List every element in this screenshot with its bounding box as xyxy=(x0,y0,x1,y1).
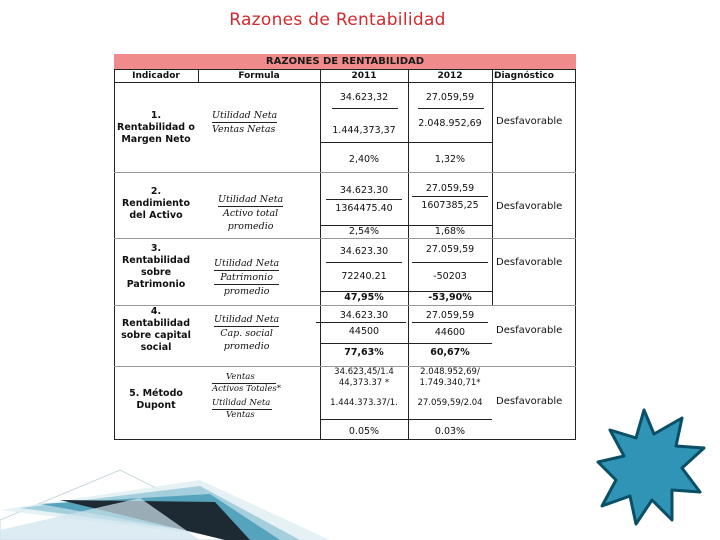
indicator-label: 2. Rendimiento del Activo xyxy=(121,186,190,221)
value-2011-numerator: 34.623.30 xyxy=(339,185,389,196)
diagnosis-text: Desfavorable xyxy=(496,257,563,268)
grid-line xyxy=(198,69,199,83)
fraction-bar xyxy=(412,322,488,323)
result-line xyxy=(320,142,492,143)
column-header-2012: 2012 xyxy=(437,71,463,81)
diagnosis-text: Desfavorable xyxy=(496,325,563,336)
column-header-indicador: Indicador xyxy=(132,71,180,81)
value-2011-result: 2,54% xyxy=(348,226,380,237)
column-header-2011: 2011 xyxy=(351,71,377,81)
formula-expression: Utilidad Neta Cap. social promedio xyxy=(214,314,280,352)
slide-title: Razones de Rentabilidad xyxy=(229,10,446,30)
value-2012-dupont: 2.048.952,69/ 1.749.340,71* 27.059,59/2.04 xyxy=(417,367,483,408)
decorative-streaks xyxy=(0,450,380,540)
fraction-bar xyxy=(326,199,402,200)
diagnosis-text: Desfavorable xyxy=(496,396,563,407)
value-2012-denominator: 1607385,25 xyxy=(421,200,479,211)
value-2011-result: 0.05% xyxy=(348,426,380,437)
value-2011-numerator: 34.623.30 xyxy=(339,246,389,257)
indicator-label: 1. Rentabilidad o Margen Neto xyxy=(117,110,195,145)
table-header: RAZONES DE RENTABILIDAD xyxy=(114,54,576,69)
formula-expression: Utilidad Neta Ventas Netas xyxy=(212,110,278,135)
fraction-bar xyxy=(326,262,402,263)
indicator-label: 3. Rentabilidad sobre Patrimonio xyxy=(121,243,191,290)
value-2012-numerator: 27.059,59 xyxy=(425,92,475,103)
fraction-bar xyxy=(412,196,488,197)
starburst-icon xyxy=(596,404,708,528)
column-header-formula: Formula xyxy=(238,71,280,81)
result-line xyxy=(320,419,492,420)
formula-expression: Utilidad Neta Activo total promedio xyxy=(218,194,284,232)
value-2012-denominator: -50203 xyxy=(433,271,467,282)
result-line xyxy=(320,343,492,344)
value-2012-result: 0.03% xyxy=(434,426,466,437)
value-2011-denominator: 44500 xyxy=(348,326,380,337)
value-2012-result: 1,68% xyxy=(434,226,466,237)
value-2011-result: 47,95% xyxy=(344,292,384,303)
value-2012-result: 60,67% xyxy=(430,347,470,358)
value-2011-numerator: 34.623.30 xyxy=(339,310,389,321)
indicator-label: 5. Método Dupont xyxy=(129,388,183,411)
grid-line xyxy=(575,69,576,440)
grid-line xyxy=(492,69,493,305)
formula-expression: Ventas Activos Totales* Utilidad Neta Ventas xyxy=(212,372,281,420)
diagnosis-text: Desfavorable xyxy=(496,116,563,127)
value-2012-numerator: 27.059,59 xyxy=(425,310,475,321)
fraction-bar xyxy=(418,108,484,109)
fraction-bar xyxy=(316,322,406,323)
grid-line xyxy=(114,69,576,70)
value-2012-result: -53,90% xyxy=(428,292,472,303)
indicator-label: 4. Rentabilidad sobre capital social xyxy=(121,306,191,353)
fraction-bar xyxy=(332,108,398,109)
column-header-diagnostico: Diagnóstico xyxy=(494,71,554,81)
value-2011-dupont: 34.623,45/1.4 44,373.37 * 1.444.373.37/1. xyxy=(330,367,398,408)
grid-line xyxy=(114,82,576,83)
value-2011-denominator: 1.444,373,37 xyxy=(332,125,396,136)
formula-expression: Utilidad Neta Patrimonio promedio xyxy=(214,258,280,297)
value-2012-numerator: 27.059,59 xyxy=(425,244,475,255)
row-separator xyxy=(114,172,576,173)
value-2011-denominator: 72240.21 xyxy=(341,271,387,282)
diagnosis-text: Desfavorable xyxy=(496,201,563,212)
value-2011-result: 77,63% xyxy=(344,347,384,358)
profitability-ratios-table xyxy=(114,54,576,440)
row-separator xyxy=(114,238,576,239)
value-2012-denominator: 44600 xyxy=(434,327,466,338)
value-2012-denominator: 2.048.952,69 xyxy=(418,118,482,129)
fraction-bar xyxy=(412,262,488,263)
value-2011-denominator: 1364475.40 xyxy=(335,203,393,214)
value-2011-result: 2,40% xyxy=(348,154,380,165)
value-2012-result: 1,32% xyxy=(434,154,466,165)
value-2011-numerator: 34.623,32 xyxy=(339,92,389,103)
grid-line xyxy=(114,439,576,440)
value-2012-numerator: 27.059,59 xyxy=(425,183,475,194)
